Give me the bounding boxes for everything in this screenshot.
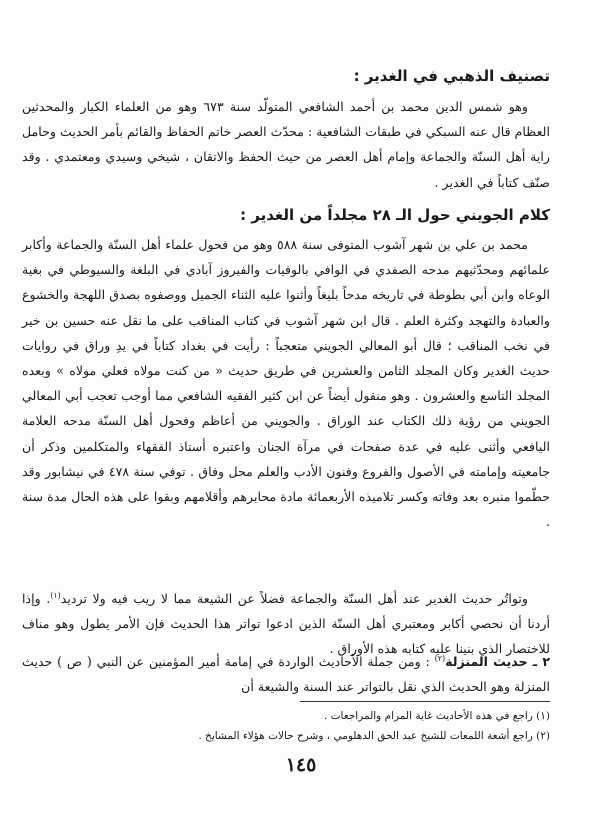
footnote-1: (١) راجع في هذه الأحاديث غاية المرام والمراجعات . — [323, 710, 550, 722]
footnote-divider — [300, 701, 550, 702]
section-heading-dhahabi: تصنيف الذهبي في الغدير : — [353, 67, 550, 85]
footnotes — [22, 706, 550, 746]
footnote-ref-2: (٢) — [434, 653, 446, 663]
paragraph-tawatur-text-2: . وإذا أردنا أن نحصي أكابر ومعتبري أهل السنّة الذين ادعوا تواتر هذا الحديث فإن الأمر يطول وهو مناف للاختصار الذي بنينا عليه كتابه هذه الأوراق . — [22, 591, 550, 657]
manzila-text: : ومن جملة الأحاديث الواردة في إمامة أمير المؤمنين عن النبي ( ص ) حديث المنزلة وهو الحديث الذي نقل بالتواتر عند السنة والشيعة أن — [22, 654, 550, 695]
paragraph-tawatur-text-1: وتواتُر حديث الغدير عند أهل السنّة والجماعة فضلاً عن الشيعة مما لا ريب فيه ولا ترديد — [60, 591, 528, 606]
paragraph-dhahabi: وهو شمس الدين محمد بن أحمد الشافعي المتولّد سنة ٦٧٣ وهو من العلماء الكبار والمحدثين العظام قال عنه السبكي في طبقات الشافعية : محدّث العصر خاتم الحفاظ والقائم بأمر الحديث وحامل راية أهل السنّة والجماعة وإمام أهل العصر من حيث الحفظ والاتقان ، شيخي وسيدي ومعتمدي . وقد صنّف كتاباً في الغدير . — [22, 99, 550, 190]
page-number: ١٤٥ — [285, 754, 317, 776]
section-heading-juwayni: كلام الجويني حول الـ ٢٨ مجلداً من الغدير : — [240, 206, 550, 224]
manzila-lead: ٢ ـ حديث المنزلة — [445, 654, 551, 669]
footnote-2: (٢) راجع أشعة اللمعات للشيخ عبد الحق الدهلومي ، وشرح حالات هؤلاء المشايخ . — [198, 730, 550, 742]
paragraph-manzila — [22, 649, 550, 699]
footnote-ref-1: (١) — [50, 590, 61, 600]
paragraph-juwayni: محمد بن علي بن شهر آشوب المتوفى سنة ٥٨٨ وهو من فحول علماء أهل السنّة والجماعة وأكابر علمائهم ومحدّثيهم مدحه الصفدي في الوافي بالوفيات والفيروز آبادي في البلغة والسيوطي في بغية الوعاه وابن أبي بطوطة في تاريخه مدحاً بليغاً وأثنوا عليه الثناء الجميل ووصفوه بصدق اللهجة والخشوع والعبادة والتهجد وكثرة العلم . قال ابن شهر آشوب في كتاب المناقب على ما نقل عنه حسين بن خير في نخب المناقب ؛ قال أبو المعالي الجويني متعجباً : رأيت في بغداد كتاباً في يدِ وراق في روايات حديث الغدير وكان المجلد الثامن والعشرين في طريق حديث « من كنت مولاه فعلي مولاه » وبعده المجلد التاسع والعشرون . وهو منقول أيضاً عن ابن كثير الفقيه الشافعي مما أوجب تعجب أبي المعالي الجويني من رؤية ذلك الكتاب عند الوراق . والجويني من أعاظم وفحول أهل السنّة مدحه العلامة اليافعي وأثنى عليه في عدة صفحات في مرآة الجنان واعتبره أستاذ الفقهاء والمتكلمين وذكر أن جامعيته وإمامته في الأصول والفروع وفنون الأدب والعلم محل وفاق . توفي سنة ٤٧٨ في نيشابور وقد حطّموا منبره بعد وفاته وكسر تلاميذه الأربعمائة مادة محابرهم وأقلامهم وبقوا على هذه الحال مدة سنة . — [22, 237, 550, 530]
